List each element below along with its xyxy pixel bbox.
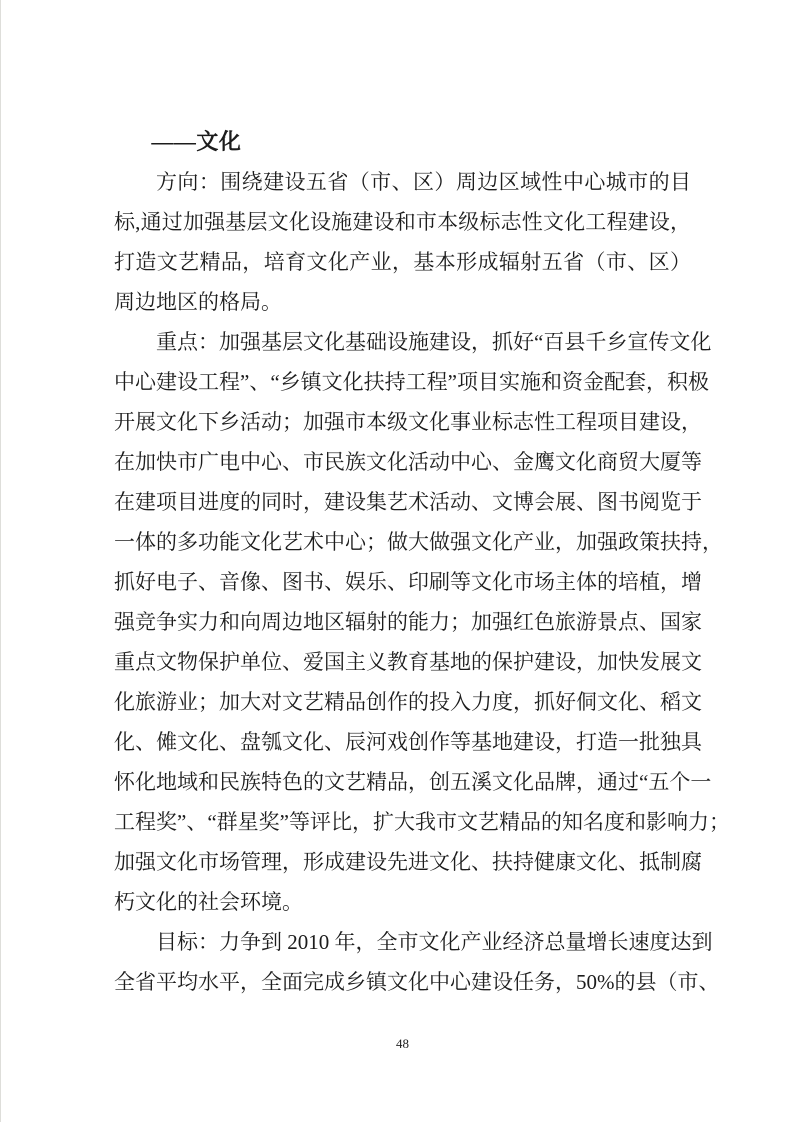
text-line: 怀化地域和民族特色的文艺精品，创五溪文化品牌，通过“五个一	[114, 770, 712, 794]
text-line: 化、傩文化、盘瓠文化、辰河戏创作等基地建设，打造一批独具	[114, 730, 702, 754]
text-line: 在加快市广电中心、市民族文化活动中心、金鹰文化商贸大厦等	[114, 450, 702, 474]
text-line: 加强文化市场管理，形成建设先进文化、扶持健康文化、抵制腐	[114, 850, 702, 874]
text-line: 强竞争实力和向周边地区辐射的能力；加强红色旅游景点、国家	[114, 610, 702, 634]
page-number: 48	[396, 1036, 409, 1051]
text-line: 开展文化下乡活动；加强市本级文化事业标志性工程项目建设，	[114, 410, 702, 434]
text-line: 周边地区的格局。	[114, 290, 282, 314]
text-line: 标,通过加强基层文化设施建设和市本级标志性文化工程建设，	[114, 210, 691, 234]
document-text-block	[114, 122, 730, 1002]
text-line: 工程奖”、“群星奖”等评比，扩大我市文艺精品的知名度和影响力；	[114, 810, 730, 834]
text-line: 在建项目进度的同时，建设集艺术活动、文博会展、图书阅览于	[114, 490, 702, 514]
text-line: 重点文物保护单位、爱国主义教育基地的保护建设，加快发展文	[114, 650, 702, 674]
text-line: 抓好电子、音像、图书、娱乐、印刷等文化市场主体的培植，增	[114, 570, 702, 594]
text-line: 中心建设工程”、“乡镇文化扶持工程”项目实施和资金配套，积极	[114, 370, 709, 394]
text-line: 目标：力争到 2010 年，全市文化产业经济总量增长速度达到	[156, 930, 713, 954]
section-heading: ——文化	[151, 129, 242, 154]
text-line: 化旅游业；加大对文艺精品创作的投入力度，抓好侗文化、稻文	[114, 690, 702, 714]
text-line: 方向：围绕建设五省（市、区）周边区域性中心城市的目	[156, 170, 691, 194]
text-line: 重点：加强基层文化基础设施建设，抓好“百县千乡宣传文化	[156, 330, 712, 354]
text-line: 打造文艺精品，培育文化产业，基本形成辐射五省（市、区）	[114, 250, 691, 274]
text-line: 一体的多功能文化艺术中心；做大做强文化产业，加强政策扶持，	[114, 530, 723, 554]
text-line: 全省平均水平，全面完成乡镇文化中心建设任务，50%的县（市、	[114, 970, 720, 994]
text-line: 朽文化的社会环境。	[114, 890, 303, 914]
